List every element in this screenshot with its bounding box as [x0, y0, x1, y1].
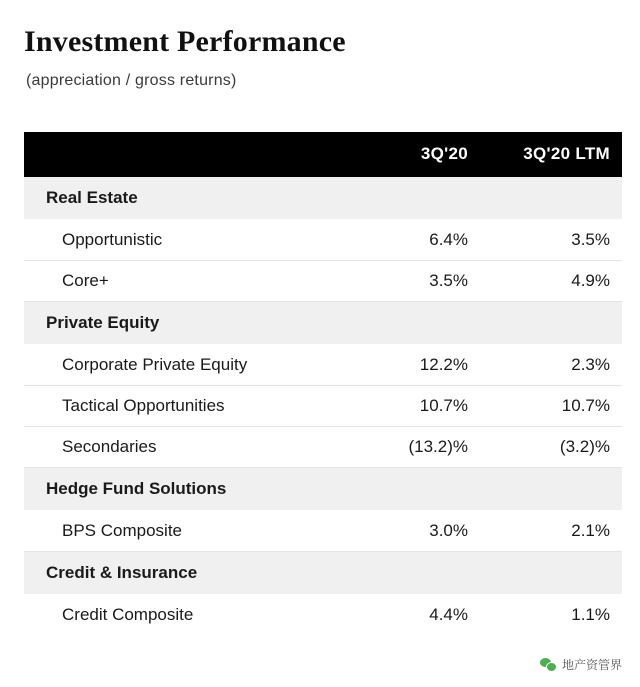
- table-body: [24, 177, 622, 635]
- table-row: [24, 427, 622, 468]
- table-group-row: [24, 468, 622, 511]
- page-subtitle: (appreciation / gross returns): [26, 72, 237, 89]
- table-header: [24, 132, 622, 177]
- column-header-3q20: 3Q'20: [340, 132, 490, 177]
- performance-table-wrapper: [24, 132, 610, 635]
- row-label: Opportunistic: [24, 220, 340, 261]
- table-group-row: [24, 302, 622, 345]
- table-row: [24, 345, 622, 386]
- wechat-badge-label: 地产资管界: [561, 658, 622, 672]
- row-value-3q20-ltm: 10.7%: [490, 386, 622, 427]
- row-label: Corporate Private Equity: [24, 345, 340, 386]
- row-value-3q20-ltm: 4.9%: [490, 261, 622, 302]
- row-label: Secondaries: [24, 427, 340, 468]
- row-value-3q20-ltm: 3.5%: [490, 220, 622, 261]
- table-row: [24, 220, 622, 261]
- column-header-category: [24, 132, 340, 177]
- performance-table: [24, 132, 622, 635]
- row-value-3q20-ltm: 2.3%: [490, 345, 622, 386]
- wechat-icon: [540, 658, 556, 671]
- table-group-row: [24, 177, 622, 220]
- table-row: [24, 595, 622, 636]
- row-value-3q20-ltm: (3.2)%: [490, 427, 622, 468]
- row-value-3q20-ltm: 1.1%: [490, 595, 622, 636]
- table-row: [24, 261, 622, 302]
- group-label: Private Equity: [24, 302, 622, 345]
- row-value-3q20: (13.2)%: [340, 427, 490, 468]
- row-label: Credit Composite: [24, 595, 340, 636]
- row-label: Core+: [24, 261, 340, 302]
- table-row: [24, 511, 622, 552]
- row-value-3q20: 4.4%: [340, 595, 490, 636]
- group-label: Credit & Insurance: [24, 552, 622, 595]
- row-label: BPS Composite: [24, 511, 340, 552]
- row-value-3q20-ltm: 2.1%: [490, 511, 622, 552]
- row-value-3q20: 3.0%: [340, 511, 490, 552]
- group-label: Real Estate: [24, 177, 622, 220]
- table-group-row: [24, 552, 622, 595]
- row-value-3q20: 6.4%: [340, 220, 490, 261]
- row-value-3q20: 10.7%: [340, 386, 490, 427]
- group-label: Hedge Fund Solutions: [24, 468, 622, 511]
- row-value-3q20: 3.5%: [340, 261, 490, 302]
- table-row: [24, 386, 622, 427]
- page-title: Investment Performance: [24, 25, 346, 58]
- table-header-row: [24, 132, 622, 177]
- column-header-3q20-ltm: 3Q'20 LTM: [490, 132, 622, 177]
- row-label: Tactical Opportunities: [24, 386, 340, 427]
- wechat-badge: [540, 656, 622, 673]
- row-value-3q20: 12.2%: [340, 345, 490, 386]
